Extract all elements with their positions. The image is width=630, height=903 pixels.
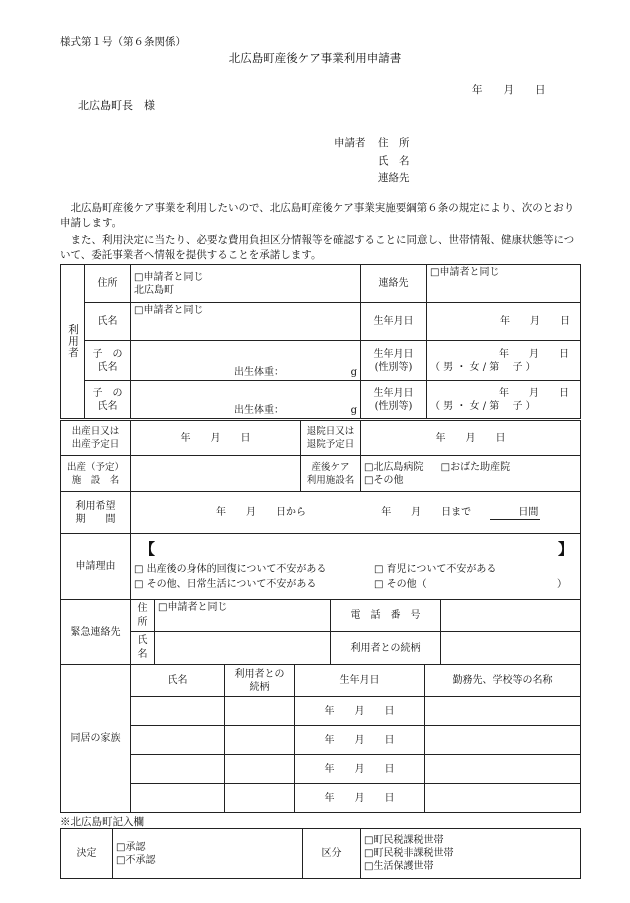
applicant-name-label: 氏 名 bbox=[378, 155, 410, 167]
birth-weight-label-2: 出生体重： bbox=[234, 405, 284, 416]
child-name-field-2[interactable] bbox=[131, 381, 361, 419]
category-options[interactable] bbox=[361, 829, 581, 879]
birth-facility-label: 出産（予定） 施 設 名 bbox=[61, 456, 131, 492]
child-name-label-2: 子 の 氏名 bbox=[85, 381, 131, 419]
office-use-label: ※北広島町記入欄 bbox=[60, 816, 144, 828]
office-use-table bbox=[60, 828, 581, 879]
reason-physical-checkbox[interactable]: □ 出産後の身体的回復について不安がある bbox=[134, 563, 327, 575]
fam-birth-1[interactable]: 年 月 日 bbox=[295, 697, 425, 726]
fam-work-2[interactable] bbox=[425, 726, 581, 755]
reason-bracket-close: 】 bbox=[557, 539, 573, 558]
approve-checkbox[interactable]: □承認 bbox=[116, 841, 146, 853]
fam-name-3[interactable] bbox=[131, 755, 225, 784]
em-relation-label: 利用者との続柄 bbox=[331, 632, 441, 665]
care-facility-options[interactable] bbox=[361, 456, 581, 492]
fam-work-1[interactable] bbox=[425, 697, 581, 726]
birth-facility-field[interactable] bbox=[131, 456, 301, 492]
household-table bbox=[60, 664, 581, 813]
reason-other-close: ） bbox=[557, 578, 567, 590]
address-town: 北広島町 bbox=[134, 284, 174, 296]
em-phone-label: 電 話 番 号 bbox=[331, 600, 441, 632]
application-table bbox=[60, 264, 581, 419]
fam-relation-3[interactable] bbox=[225, 755, 295, 784]
child-birth-sex-field-1[interactable] bbox=[427, 341, 581, 381]
birth-facility-table bbox=[60, 420, 581, 492]
fam-birth-2[interactable]: 年 月 日 bbox=[295, 726, 425, 755]
birthdate-label: 生年月日 bbox=[361, 303, 427, 341]
em-phone-field[interactable] bbox=[441, 600, 581, 632]
child-sex-options-2: （ 男 ・ 女 / 第 子 ） bbox=[430, 400, 536, 412]
period-field[interactable] bbox=[131, 492, 581, 534]
em-relation-field[interactable] bbox=[441, 632, 581, 665]
reason-field[interactable] bbox=[131, 534, 581, 600]
emergency-contact-table bbox=[60, 599, 581, 665]
em-name-field[interactable] bbox=[155, 632, 331, 665]
fam-work-header: 勤務先、学校等の名称 bbox=[425, 665, 581, 697]
consent-paragraph-1: 北広島町産後ケア事業を利用したいので、北広島町産後ケア事業実施要綱第６条の規定により、次のとおり申請します。 bbox=[60, 202, 575, 229]
fam-work-3[interactable] bbox=[425, 755, 581, 784]
birth-date-label: 出産日又は 出産予定日 bbox=[61, 421, 131, 456]
user-birthdate-field[interactable]: 年 月 日 bbox=[427, 303, 581, 341]
disapprove-checkbox[interactable]: □不承認 bbox=[116, 854, 156, 866]
discharge-date-field[interactable]: 年 月 日 bbox=[361, 421, 581, 456]
application-date: 年 月 日 bbox=[472, 84, 546, 96]
fam-name-2[interactable] bbox=[131, 726, 225, 755]
child-birth-sex-field-2[interactable] bbox=[427, 381, 581, 419]
care-option-midwife-checkbox[interactable]: □おばた助産院 bbox=[440, 461, 511, 473]
care-option-hospital-checkbox[interactable]: □北広島病院 bbox=[364, 461, 424, 473]
applicant-address-label: 住 所 bbox=[378, 137, 410, 149]
fam-birth-4[interactable]: 年 月 日 bbox=[295, 784, 425, 813]
em-name-label: 氏 名 bbox=[131, 632, 155, 665]
household-label: 同居の家族 bbox=[61, 665, 131, 813]
welfare-household-checkbox[interactable]: □生活保護世帯 bbox=[364, 861, 434, 872]
child-sex-options-1: （ 男 ・ 女 / 第 子 ） bbox=[430, 361, 536, 373]
discharge-date-label: 退院日又は 退院予定日 bbox=[301, 421, 361, 456]
contact-label: 連絡先 bbox=[361, 265, 427, 303]
em-address-label: 住 所 bbox=[131, 600, 155, 632]
child-name-field-1[interactable] bbox=[131, 341, 361, 381]
gram-unit-2: g bbox=[350, 405, 357, 416]
fam-relation-4[interactable] bbox=[225, 784, 295, 813]
applicant-contact-label: 連絡先 bbox=[378, 172, 410, 184]
birth-weight-label-1: 出生体重： bbox=[234, 367, 284, 378]
reason-bracket-open: 【 bbox=[140, 539, 156, 558]
non-taxable-household-checkbox[interactable]: □町民税非課税世帯 bbox=[364, 848, 454, 859]
reason-other-checkbox[interactable]: □ その他（ bbox=[374, 578, 427, 590]
fam-relation-header: 利用者との 続柄 bbox=[225, 665, 295, 697]
address-cell[interactable] bbox=[131, 265, 361, 303]
contact-same-as-applicant-checkbox[interactable]: □申請者と同じ bbox=[427, 265, 581, 303]
reason-label: 申請理由 bbox=[61, 534, 131, 600]
period-days: 日間 bbox=[490, 506, 540, 520]
child-birth-sex-label-1: 生年月日 (性別等) bbox=[361, 341, 427, 381]
fam-work-4[interactable] bbox=[425, 784, 581, 813]
period-label: 利用希望 期 間 bbox=[61, 492, 131, 534]
decision-options[interactable] bbox=[113, 829, 303, 879]
document-title: 北広島町産後ケア事業利用申請書 bbox=[228, 51, 402, 65]
em-address-same-checkbox[interactable]: □申請者と同じ bbox=[155, 600, 331, 632]
name-label: 氏名 bbox=[85, 303, 131, 341]
child-birth-sex-label-2: 生年月日 (性別等) bbox=[361, 381, 427, 419]
fam-relation-2[interactable] bbox=[225, 726, 295, 755]
emergency-contact-label: 緊急連絡先 bbox=[61, 600, 131, 665]
addressee: 北広島町長 様 bbox=[78, 99, 155, 112]
care-facility-label: 産後ケア 利用施設名 bbox=[301, 456, 361, 492]
reason-childcare-checkbox[interactable]: □ 育児について不安がある bbox=[374, 563, 497, 575]
period-to: 年 月 日まで bbox=[381, 506, 472, 518]
taxable-household-checkbox[interactable]: □町民税課税世帯 bbox=[364, 835, 444, 846]
address-same-as-applicant-checkbox[interactable]: □申請者と同じ bbox=[134, 271, 204, 283]
consent-paragraph-2: また、利用決定に当たり、必要な費用負担区分情報等を確認することに同意し、世帯情報、健康状態等について、委託事業者へ情報を提供することを承諾します。 bbox=[60, 234, 575, 261]
child-birthdate-1: 年 月 日 bbox=[499, 348, 569, 360]
decision-label: 決定 bbox=[61, 829, 113, 879]
applicant-label: 申請者 bbox=[334, 137, 366, 149]
birth-date-field[interactable]: 年 月 日 bbox=[131, 421, 301, 456]
period-reason-table bbox=[60, 491, 581, 600]
name-same-as-applicant-checkbox[interactable]: □申請者と同じ bbox=[131, 303, 361, 341]
address-label: 住所 bbox=[85, 265, 131, 303]
form-number: 様式第１号（第６条関係） bbox=[60, 36, 186, 48]
user-group-label: 利用者 bbox=[61, 265, 85, 419]
gram-unit-1: g bbox=[350, 367, 357, 378]
child-name-label-1: 子 の 氏名 bbox=[85, 341, 131, 381]
category-label: 区分 bbox=[303, 829, 361, 879]
fam-name-header: 氏名 bbox=[131, 665, 225, 697]
care-option-other-checkbox[interactable]: □その他 bbox=[364, 474, 404, 486]
fam-birth-header: 生年月日 bbox=[295, 665, 425, 697]
child-birthdate-2: 年 月 日 bbox=[499, 387, 569, 399]
fam-name-4[interactable] bbox=[131, 784, 225, 813]
fam-birth-3[interactable]: 年 月 日 bbox=[295, 755, 425, 784]
fam-relation-1[interactable] bbox=[225, 697, 295, 726]
reason-daily-life-checkbox[interactable]: □ その他、日常生活について不安がある bbox=[134, 578, 317, 590]
period-from: 年 月 日から bbox=[216, 506, 306, 518]
fam-name-1[interactable] bbox=[131, 697, 225, 726]
